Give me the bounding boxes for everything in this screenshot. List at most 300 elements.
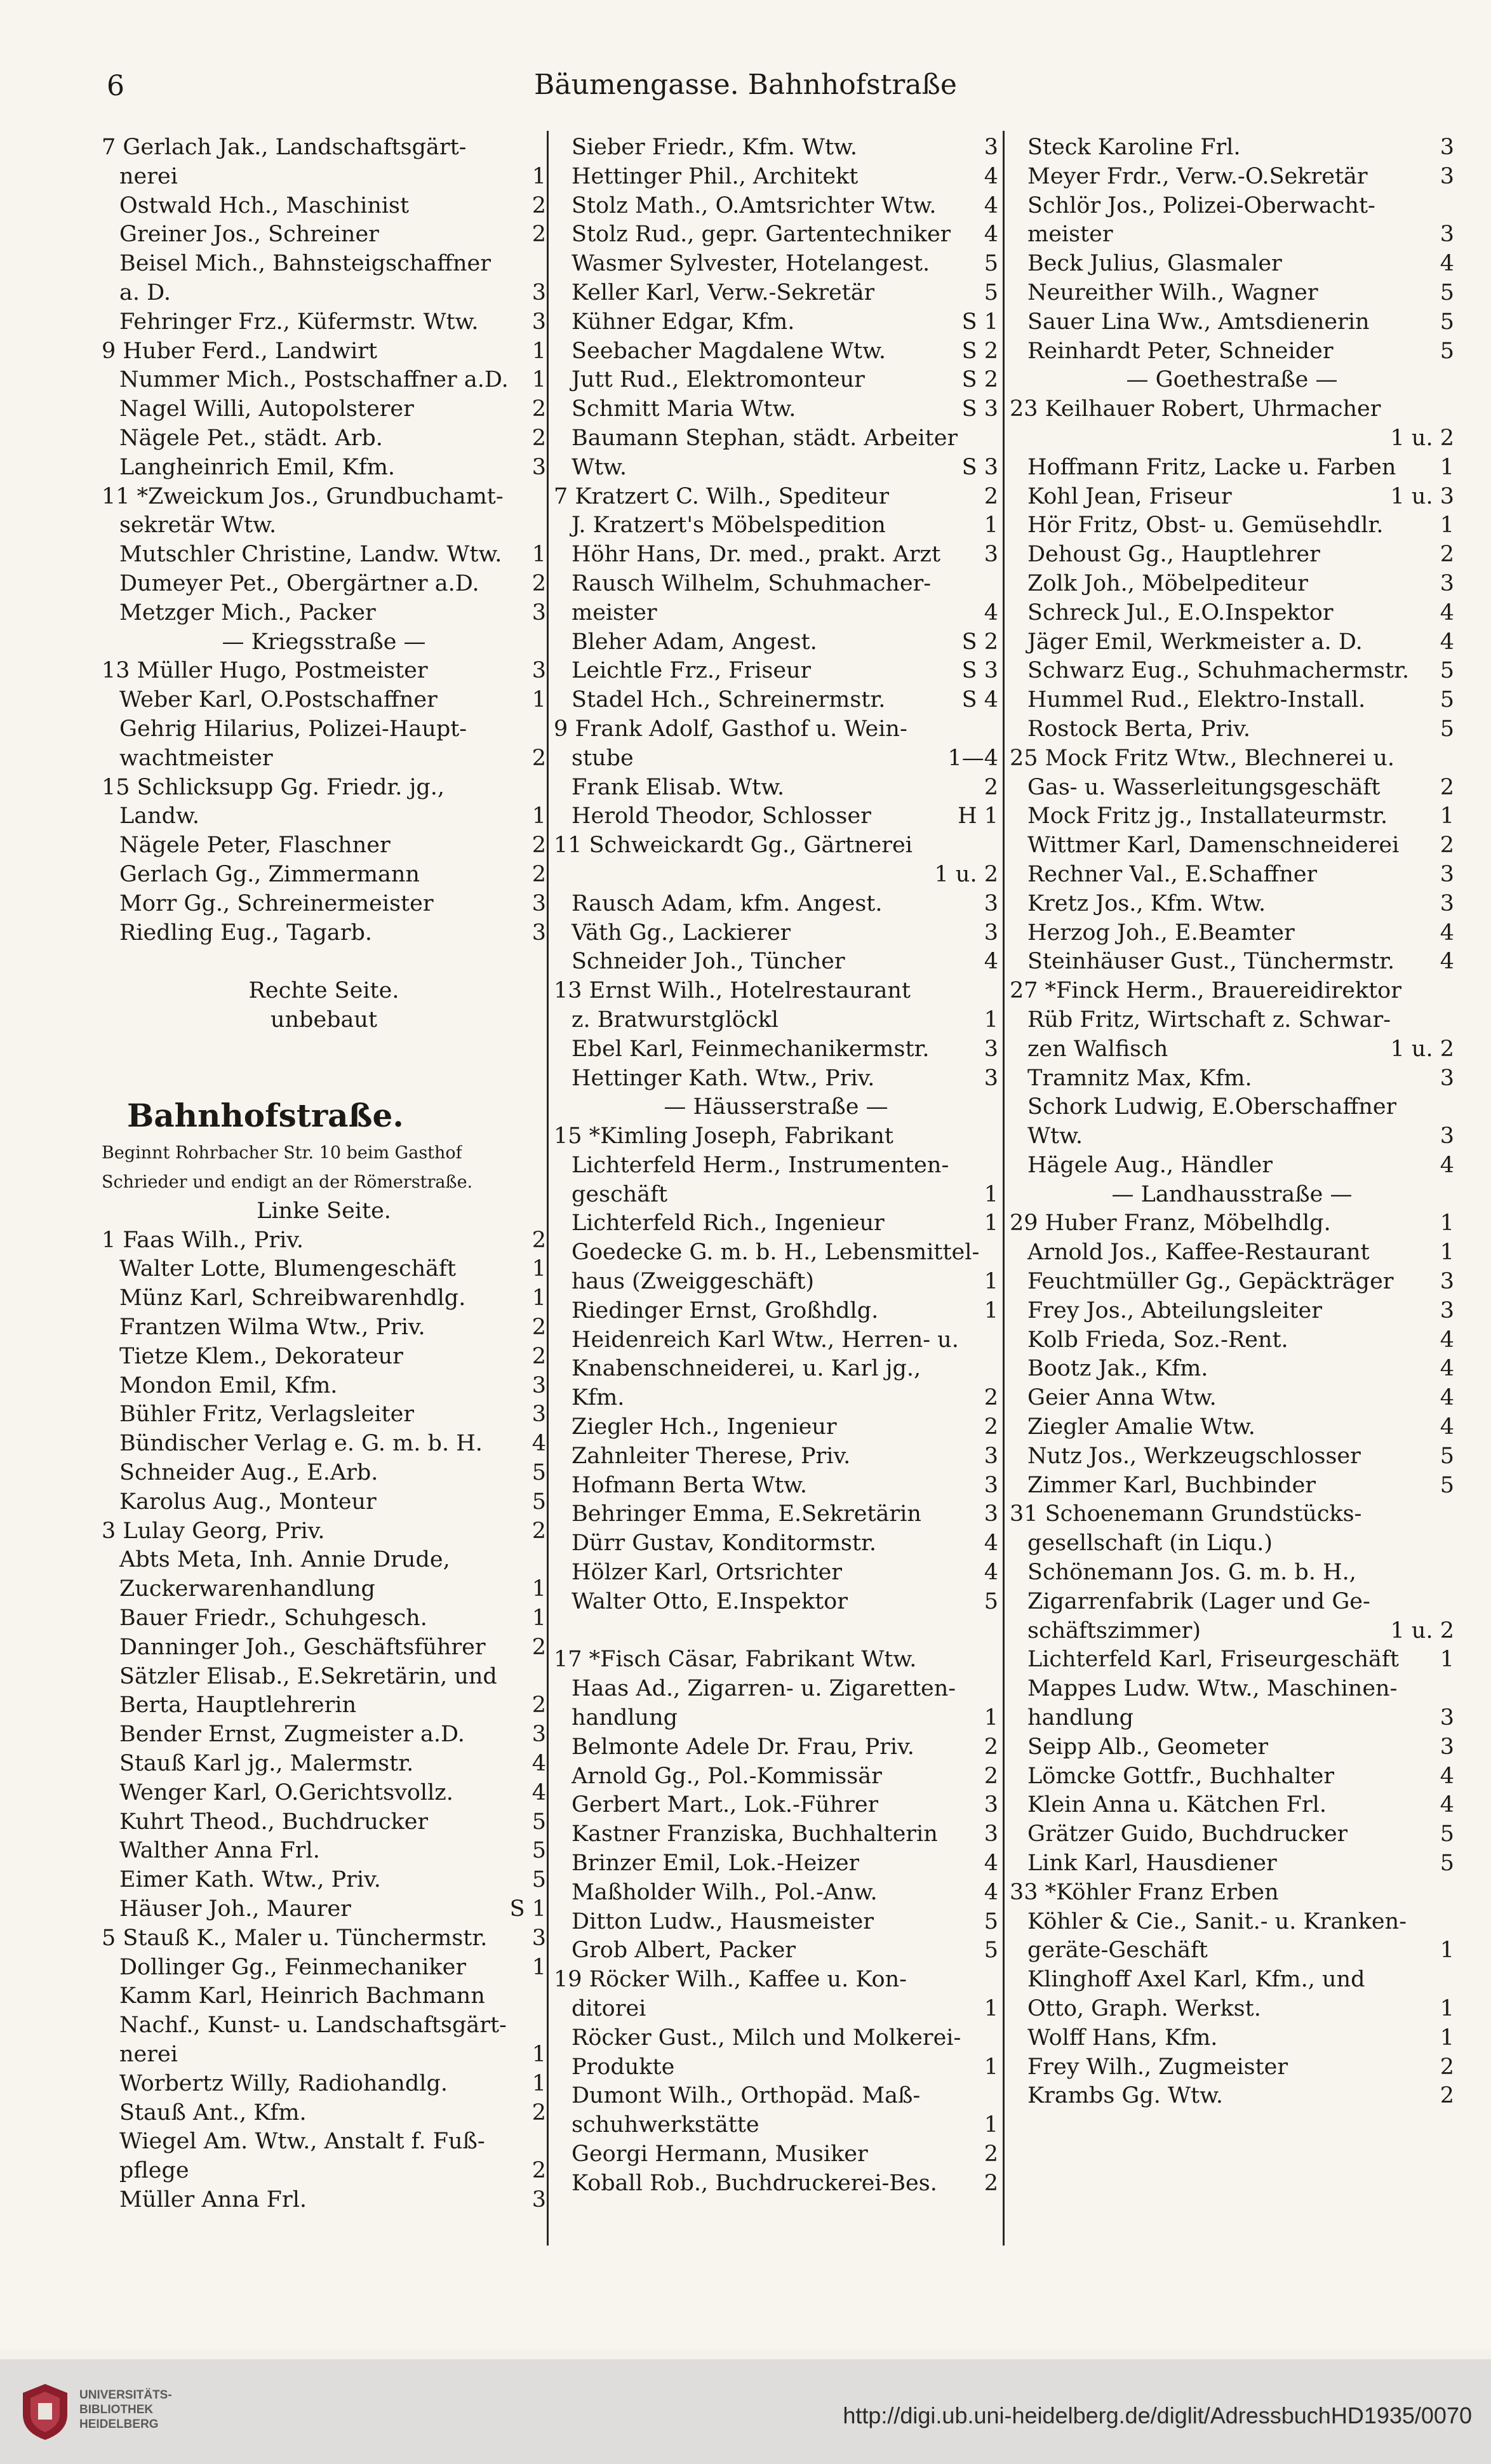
directory-entry [102, 1837, 546, 1866]
directory-entry [1010, 686, 1454, 715]
directory-entry [102, 1342, 546, 1372]
entry-text: Kfm. [572, 1385, 625, 1411]
directory-entry [102, 890, 546, 919]
floor-number: 3 [1440, 1065, 1454, 1091]
directory-entry [554, 2053, 998, 2082]
floor-number: 2 [984, 1385, 998, 1411]
directory-entry [1010, 773, 1454, 803]
floor-number: 3 [1440, 222, 1454, 248]
floor-number: 5 [1440, 716, 1454, 742]
entry-text: handlung [572, 1705, 678, 1731]
directory-entry [102, 947, 546, 977]
directory-entry [102, 2070, 546, 2099]
floor-number: 2 [532, 833, 546, 859]
floor-number: S 4 [961, 687, 998, 713]
floor-number: 3 [532, 1402, 546, 1428]
floor-number: 1 [1440, 512, 1454, 539]
entry-text: Heidenreich Karl Wtw., Herren- u. [572, 1327, 959, 1353]
floor-number: 5 [1440, 1821, 1454, 1847]
directory-entry [554, 250, 998, 279]
entry-text: Arnold Gg., Pol.-Kommissär [572, 1763, 882, 1789]
entry-text: Tramnitz Max, Kfm. [1027, 1065, 1252, 1091]
floor-number: 2 [984, 1414, 998, 1440]
entry-text: Steck Karoline Frl. [1027, 135, 1241, 160]
directory-entry [554, 1500, 998, 1529]
entry-text: Sätzler Elisab., E.Sekretärin, und [119, 1663, 497, 1689]
directory-entry [1010, 1645, 1454, 1675]
directory-entry [1010, 337, 1454, 366]
entry-text: Neureither Wilh., Wagner [1027, 279, 1318, 305]
entry-text: Rechte Seite. [248, 978, 399, 1004]
entry-text: nerei [119, 2042, 178, 2067]
directory-entry [102, 2011, 546, 2040]
directory-entry [102, 1284, 546, 1313]
entry-text: Ditton Ludw., Hausmeister [572, 1908, 874, 1934]
directory-entry [1010, 1355, 1454, 1384]
floor-number: 4 [1440, 599, 1454, 626]
directory-entry [554, 773, 998, 803]
directory-entry [1010, 2082, 1454, 2111]
floor-number: 3 [1440, 163, 1454, 189]
column-left [102, 133, 546, 2215]
directory-entry [554, 1413, 998, 1442]
directory-entry [1010, 1908, 1454, 1937]
directory-entry [102, 686, 546, 715]
directory-entry [554, 1268, 998, 1297]
floor-number: 2 [1440, 833, 1454, 859]
directory-entry [1010, 1500, 1454, 1529]
directory-entry [1010, 2024, 1454, 2053]
entry-text: Zimmer Karl, Buchbinder [1027, 1472, 1316, 1498]
directory-entry [1010, 1762, 1454, 1791]
directory-entry [1010, 657, 1454, 686]
directory-entry [554, 1006, 998, 1035]
directory-entry [102, 1720, 546, 1750]
entry-text: Jäger Emil, Werkmeister a. D. [1027, 629, 1363, 655]
floor-number: 5 [1440, 687, 1454, 713]
directory-entry [1010, 1413, 1454, 1442]
entry-text: Beisel Mich., Bahnsteigschaffner [119, 251, 491, 277]
directory-entry [554, 424, 998, 453]
entry-text: Kamm Karl, Heinrich Bachmann [119, 1983, 485, 2009]
directory-entry [1010, 1326, 1454, 1355]
directory-entry [1010, 1849, 1454, 1878]
directory-entry [102, 1691, 546, 1720]
entry-text: Rechner Val., E.Schaffner [1027, 861, 1318, 887]
floor-number: 1 u. 2 [1390, 425, 1454, 451]
floor-number: 1 [532, 1954, 546, 1980]
directory-entry [102, 1866, 546, 1895]
section-heading [1010, 1181, 1454, 1210]
directory-entry [1010, 1936, 1454, 1965]
entry-text: Köhler & Cie., Sanit.- u. Kranken- [1027, 1908, 1407, 1934]
entry-text: Metzger Mich., Packer [119, 599, 376, 626]
entry-text: Müller Anna Frl. [119, 2186, 307, 2213]
entry-text: 3 Lulay Georg, Priv. [102, 1518, 325, 1544]
floor-number: 3 [984, 1821, 998, 1847]
entry-text: 5 Stauß K., Maler u. Tünchermstr. [102, 1925, 488, 1951]
entry-text: Fehringer Frz., Küfermstr. Wtw. [119, 309, 479, 335]
floor-number: 3 [1440, 1705, 1454, 1731]
floor-number: 5 [532, 1460, 546, 1486]
floor-number: 1 [532, 2042, 546, 2067]
floor-number: 3 [984, 890, 998, 916]
institution-name [79, 2388, 172, 2432]
entry-text: Gehrig Hilarius, Polizei-Haupt- [119, 716, 467, 742]
directory-entry [102, 1517, 546, 1546]
entry-text: meister [572, 599, 657, 626]
entry-text: Schork Ludwig, E.Oberschaffner [1027, 1094, 1397, 1120]
directory-entry [1010, 1558, 1454, 1588]
floor-number: 1 [1440, 1240, 1454, 1266]
entry-text: stube [572, 745, 634, 771]
entry-text: Dumont Wilh., Orthopäd. Maß- [572, 2083, 921, 2109]
entry-text: Stadel Hch., Schreinermstr. [572, 687, 886, 713]
floor-number: 1 [1440, 454, 1454, 480]
directory-entry [102, 1430, 546, 1459]
directory-entry [102, 599, 546, 628]
directory-entry [1010, 919, 1454, 948]
directory-entry [1010, 2053, 1454, 2082]
entry-text: schuhwerkstätte [572, 2112, 759, 2138]
directory-entry [102, 1808, 546, 1837]
entry-text: Walter Lotte, Blumengeschäft [119, 1256, 457, 1282]
directory-entry [1010, 511, 1454, 540]
floor-number: 1 [532, 1576, 546, 1602]
floor-number: 1 u. 2 [1390, 1617, 1454, 1644]
directory-entry [1010, 1035, 1454, 1064]
entry-text: meister [1027, 222, 1113, 248]
entry-text: Ebel Karl, Feinmechanikermstr. [572, 1036, 930, 1062]
floor-number: 5 [532, 1838, 546, 1864]
entry-text: Tietze Klem., Dekorateur [119, 1343, 403, 1369]
floor-number: 2 [1440, 2054, 1454, 2080]
floor-number: 1—4 [947, 745, 998, 771]
floor-number: 4 [1440, 1327, 1454, 1353]
entry-text: Beginnt Rohrbacher Str. 10 beim Gasthof [102, 1143, 462, 1163]
entry-text: 1 Faas Wilh., Priv. [102, 1227, 304, 1253]
directory-entry [554, 890, 998, 919]
entry-text: Nägele Pet., städt. Arb. [119, 425, 383, 451]
entry-text: Riedling Eug., Tagarb. [119, 920, 373, 946]
floor-number: 3 [532, 279, 546, 305]
directory-entry [102, 308, 546, 337]
directory-entry [102, 1779, 546, 1808]
floor-number: 1 [532, 338, 546, 364]
floor-number: 4 [1440, 1763, 1454, 1789]
floor-number: 3 [1440, 1269, 1454, 1295]
entry-text: Kühner Edgar, Kfm. [572, 309, 795, 335]
entry-text: gesellschaft (in Liqu.) [1027, 1530, 1273, 1557]
directory-entry [554, 715, 998, 744]
directory-entry [1010, 1791, 1454, 1820]
directory-entry [1010, 1006, 1454, 1035]
floor-number: 4 [984, 1560, 998, 1586]
entry-text: Dürr Gustav, Konditormstr. [572, 1530, 876, 1557]
floor-number: 3 [984, 135, 998, 160]
entry-text: 33 *Köhler Franz Erben [1010, 1879, 1279, 1905]
entry-text: Stauß Ant., Kfm. [119, 2099, 307, 2126]
entry-text: Schrieder und endigt an der Römerstraße. [102, 1172, 473, 1193]
floor-number: 5 [984, 279, 998, 305]
entry-text: Nummer Mich., Postschaffner a.D. [119, 367, 509, 393]
floor-number: 3 [984, 1472, 998, 1498]
entry-text: Dumeyer Pet., Obergärtner a.D. [119, 570, 479, 596]
entry-text: Röcker Gust., Milch und Molkerei- [572, 2025, 961, 2051]
floor-number: 1 [1440, 1647, 1454, 1673]
entry-text: Haas Ad., Zigarren- u. Zigaretten- [572, 1676, 956, 1702]
column-divider [1003, 131, 1005, 2246]
street-title [102, 1093, 546, 1139]
directory-entry [554, 279, 998, 308]
entry-text: Zuckerwarenhandlung [119, 1576, 375, 1602]
floor-number: 1 [1440, 1996, 1454, 2021]
entry-text: z. Bratwurstglöckl [572, 1007, 779, 1033]
entry-text: zen Walfisch [1027, 1036, 1168, 1062]
directory-entry [1010, 1238, 1454, 1268]
section-heading [102, 977, 546, 1006]
floor-number: 5 [1440, 658, 1454, 684]
entry-text: Mondon Emil, Kfm. [119, 1372, 338, 1398]
entry-text: Rausch Adam, kfm. Angest. [572, 890, 883, 916]
entry-text: Arnold Jos., Kaffee-Restaurant [1027, 1240, 1370, 1266]
floor-number: 5 [1440, 338, 1454, 364]
directory-entry [1010, 890, 1454, 919]
directory-entry [1010, 628, 1454, 657]
directory-entry [1010, 1965, 1454, 1995]
directory-entry [554, 163, 998, 192]
floor-number: 1 [984, 2054, 998, 2080]
directory-entry [554, 1733, 998, 1762]
directory-entry [554, 2024, 998, 2053]
floor-number: 3 [1440, 135, 1454, 160]
entry-text: pflege [119, 2158, 189, 2184]
entry-text: Hör Fritz, Obst- u. Gemüsehdlr. [1027, 512, 1384, 539]
directory-entry [1010, 192, 1454, 221]
institution-line: UNIVERSITÄTS- [79, 2388, 172, 2402]
directory-entry [554, 2140, 998, 2169]
directory-entry [102, 1488, 546, 1517]
entry-text: Kohl Jean, Friseur [1027, 483, 1232, 509]
directory-entry [102, 279, 546, 308]
entry-text: Jutt Rud., Elektromonteur [572, 367, 865, 393]
section-heading [102, 1197, 546, 1226]
directory-entry [554, 1878, 998, 1908]
directory-entry [554, 308, 998, 337]
entry-text: a. D. [119, 279, 171, 305]
source-url-link[interactable]: http://digi.ub.uni-heidelberg.de/diglit/AdressbuchHD1935/0070 [843, 2402, 1472, 2428]
floor-number: S 2 [961, 367, 998, 393]
directory-entry [1010, 1151, 1454, 1181]
floor-number: 4 [984, 163, 998, 189]
entry-text: Zolk Joh., Möbelpediteur [1027, 570, 1308, 596]
directory-entry [102, 1400, 546, 1430]
floor-number: 2 [984, 1734, 998, 1760]
floor-number: 3 [532, 1372, 546, 1398]
entry-text: Rostock Berta, Priv. [1027, 716, 1251, 742]
directory-entry [554, 1995, 998, 2024]
floor-number: S 3 [961, 658, 998, 684]
floor-number: 3 [532, 658, 546, 684]
directory-entry [1010, 744, 1454, 773]
floor-number: 1 [532, 2070, 546, 2096]
floor-number: 1 [1440, 1210, 1454, 1236]
directory-entry [554, 1297, 998, 1326]
entry-text: haus (Zweiggeschäft) [572, 1269, 815, 1295]
directory-entry [102, 2157, 546, 2186]
floor-number: 3 [532, 1722, 546, 1748]
entry-text: Hettinger Kath. Wtw., Priv. [572, 1065, 875, 1091]
floor-number: 5 [1440, 1851, 1454, 1877]
entry-text: Keller Karl, Verw.-Sekretär [572, 279, 875, 305]
entry-text: Greiner Jos., Schreiner [119, 222, 379, 248]
directory-entry [102, 773, 546, 803]
floor-number: 3 [984, 1443, 998, 1469]
directory-entry [554, 366, 998, 395]
entry-text: Walter Otto, E.Inspektor [572, 1588, 848, 1614]
directory-entry [554, 1588, 998, 1617]
entry-text: Lichterfeld Rich., Ingenieur [572, 1210, 885, 1236]
institution-line: BIBLIOTHEK [79, 2403, 154, 2416]
directory-entry [554, 2169, 998, 2199]
entry-text: Bauer Friedr., Schuhgesch. [119, 1605, 427, 1631]
floor-number: 4 [984, 1851, 998, 1877]
institution-line: HEIDELBERG [79, 2418, 159, 2431]
floor-number: 3 [984, 920, 998, 946]
directory-entry [1010, 395, 1454, 424]
floor-number: 2 [532, 861, 546, 887]
entry-text: 9 Frank Adolf, Gasthof u. Wein- [554, 716, 907, 742]
entry-text: Herold Theodor, Schlosser [572, 803, 871, 829]
floor-number: 5 [984, 251, 998, 277]
entry-text: Schneider Aug., E.Arb. [119, 1460, 378, 1486]
page-header: Bäumengasse. Bahnhofstraße [534, 69, 957, 101]
directory-entry [554, 511, 998, 540]
entry-text: Riedinger Ernst, Großhdlg. [572, 1297, 879, 1323]
entry-text: Rüb Fritz, Wirtschaft z. Schwar- [1027, 1007, 1391, 1033]
entry-text: J. Kratzert's Möbelspedition [572, 512, 886, 539]
floor-number: 4 [984, 222, 998, 248]
directory-entry [554, 1762, 998, 1791]
entry-text: Dehoust Gg., Hauptlehrer [1027, 542, 1320, 568]
directory-entry [1010, 715, 1454, 744]
entry-text: Ostwald Hch., Maschinist [119, 192, 410, 218]
entry-text: Schneider Joh., Tüncher [572, 949, 845, 975]
floor-number: 1 [1440, 1938, 1454, 1964]
entry-text: Väth Gg., Lackierer [572, 920, 791, 946]
directory-entry [1010, 1878, 1454, 1908]
entry-text: 15 Schlicksupp Gg. Friedr. jg., [102, 774, 445, 800]
entry-text: Stolz Rud., gepr. Gartentechniker [572, 222, 951, 248]
directory-entry [554, 1820, 998, 1849]
entry-text: Häuser Joh., Maurer [119, 1896, 351, 1922]
directory-entry [102, 1139, 546, 1168]
directory-entry [102, 1035, 546, 1064]
entry-text: Steinhäuser Gust., Tünchermstr. [1027, 949, 1395, 975]
directory-entry [102, 220, 546, 250]
floor-number: H 1 [958, 803, 998, 829]
directory-entry [554, 337, 998, 366]
floor-number: 4 [984, 1879, 998, 1905]
entry-text: Behringer Emma, E.Sekretärin [572, 1501, 921, 1527]
entry-text: — Goethestraße — [1126, 367, 1338, 393]
floor-number: 4 [1440, 1152, 1454, 1178]
directory-entry [554, 540, 998, 570]
entry-text: Seebacher Magdalene Wtw. [572, 338, 886, 364]
entry-text: Hummel Rud., Elektro-Install. [1027, 687, 1366, 713]
directory-entry [102, 540, 546, 570]
entry-text: Bahnhofstraße. [127, 1097, 404, 1135]
directory-entry [554, 977, 998, 1006]
floor-number: 5 [1440, 309, 1454, 335]
section-heading [554, 1093, 998, 1122]
floor-number: 4 [1440, 949, 1454, 975]
entry-text: Danninger Joh., Geschäftsführer [119, 1634, 486, 1660]
entry-text: Wtw. [572, 454, 627, 480]
floor-number: 1 [532, 803, 546, 829]
entry-text: Produkte [572, 2054, 675, 2080]
entry-text: Kastner Franziska, Buchhalterin [572, 1821, 938, 1847]
entry-text: Zahnleiter Therese, Priv. [572, 1443, 851, 1469]
directory-entry [1010, 308, 1454, 337]
directory-entry [554, 1442, 998, 1471]
floor-number: S 2 [961, 629, 998, 655]
directory-entry [554, 686, 998, 715]
directory-entry [554, 1181, 998, 1210]
entry-text: Frank Elisab. Wtw. [572, 774, 785, 800]
entry-text: Wasmer Sylvester, Hotelangest. [572, 251, 930, 277]
entry-text: 15 *Kimling Joseph, Fabrikant [554, 1123, 893, 1149]
floor-number: 4 [984, 599, 998, 626]
directory-entry [102, 192, 546, 221]
floor-number: 2 [984, 483, 998, 509]
column-middle [554, 133, 998, 2199]
entry-text: Bündischer Verlag e. G. m. b. H. [119, 1431, 483, 1457]
entry-text: 29 Huber Franz, Möbelhdlg. [1010, 1210, 1331, 1236]
floor-number: 2 [1440, 542, 1454, 568]
directory-entry [554, 1122, 998, 1151]
entry-text: Koball Rob., Buchdruckerei-Bes. [572, 2170, 937, 2196]
directory-entry [102, 1924, 546, 1953]
entry-text: Reinhardt Peter, Schneider [1027, 338, 1334, 364]
section-heading [102, 1006, 546, 1035]
entry-text: 11 *Zweickum Jos., Grundbuchamt- [102, 483, 504, 509]
directory-entry [554, 1529, 998, 1558]
entry-text: 7 Kratzert C. Wilh., Spediteur [554, 483, 890, 509]
floor-number: 4 [1440, 251, 1454, 277]
entry-text: Wiegel Am. Wtw., Anstalt f. Fuß- [119, 2129, 485, 2155]
entry-text: Stauß Karl jg., Malermstr. [119, 1751, 414, 1777]
column-right [1010, 133, 1454, 2111]
floor-number: S 3 [961, 396, 998, 422]
directory-entry [102, 802, 546, 831]
footer-bar [0, 2359, 1491, 2464]
floor-number: 3 [1440, 890, 1454, 916]
entry-text: 25 Mock Fritz Wtw., Blechnerei u. [1010, 745, 1395, 771]
entry-text: Otto, Graph. Werkst. [1027, 1996, 1261, 2021]
entry-text: Belmonte Adele Dr. Frau, Priv. [572, 1734, 914, 1760]
directory-entry [102, 1982, 546, 2011]
entry-text: Nachf., Kunst- u. Landschaftsgärt- [119, 2012, 507, 2039]
directory-entry [554, 220, 998, 250]
floor-number: 1 [984, 1210, 998, 1236]
directory-entry [1010, 483, 1454, 512]
entry-text: Nägele Peter, Flaschner [119, 833, 391, 859]
entry-text: Lichterfeld Herm., Instrumenten- [572, 1152, 949, 1178]
floor-number: S 3 [961, 454, 998, 480]
entry-text: Baumann Stephan, städt. Arbeiter [572, 425, 958, 451]
entry-text: Höhr Hans, Dr. med., prakt. Arzt [572, 542, 941, 568]
